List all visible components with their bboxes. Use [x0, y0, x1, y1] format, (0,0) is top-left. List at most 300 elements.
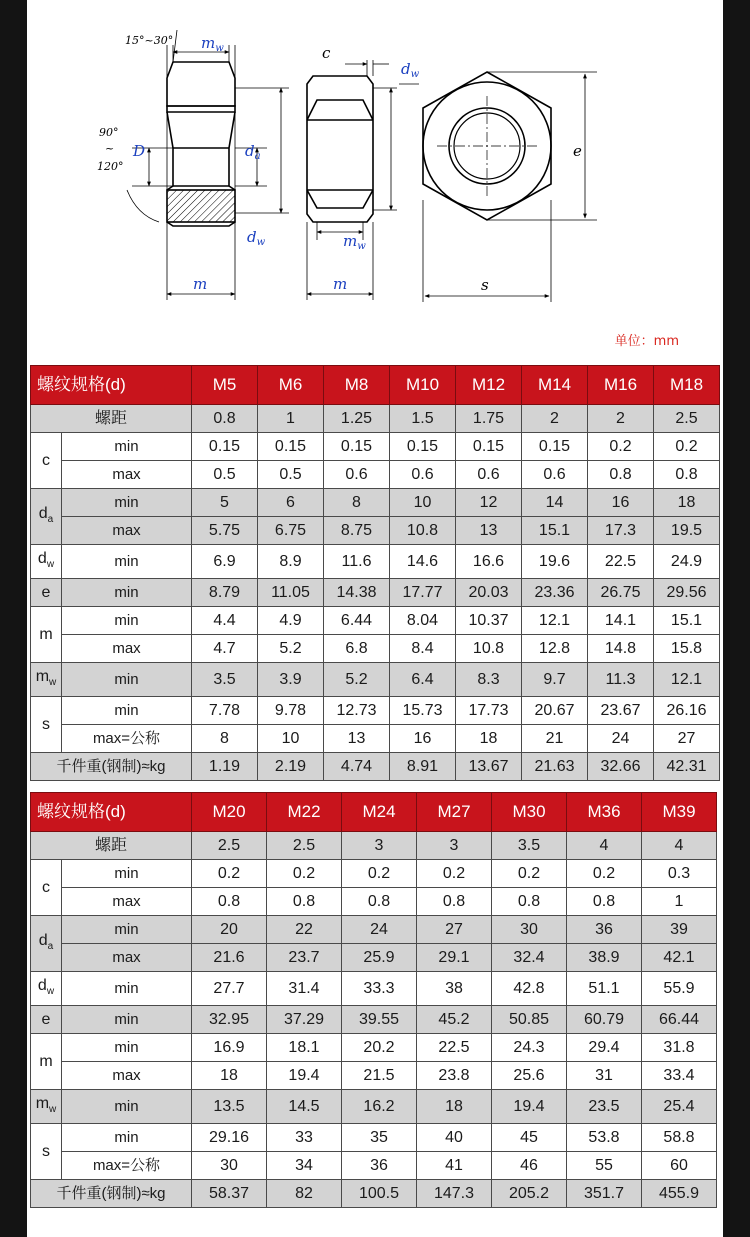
table-cell: 36	[567, 916, 642, 944]
e-min-row	[31, 1006, 717, 1034]
table-cell: 1.75	[456, 405, 522, 433]
table-cell: 20	[192, 916, 267, 944]
table-cell: 38	[417, 972, 492, 1006]
table-cell: 8	[324, 489, 390, 517]
m-left-label: m	[193, 275, 208, 293]
table-cell: 0.2	[192, 860, 267, 888]
table-cell: 23.5	[567, 1090, 642, 1124]
table-cell: 0.5	[192, 461, 258, 489]
min-label: min	[62, 433, 192, 461]
table-cell: 14	[522, 489, 588, 517]
table-cell: 1	[642, 888, 717, 916]
s-min-row	[31, 697, 720, 725]
table-cell: 6.75	[258, 517, 324, 545]
thread-spec-header: 螺纹规格(d)	[31, 366, 192, 405]
table-cell: 23.8	[417, 1062, 492, 1090]
da-min-row	[31, 916, 717, 944]
dw-min-row	[31, 972, 717, 1006]
table-cell: 21.63	[522, 753, 588, 781]
table-cell: 26.16	[654, 697, 720, 725]
s-label: s	[31, 1124, 62, 1180]
table-cell: 8.91	[390, 753, 456, 781]
table-cell: 16.2	[342, 1090, 417, 1124]
table-cell: 16	[390, 725, 456, 753]
min-label: min	[62, 1090, 192, 1124]
m-label: m	[31, 1034, 62, 1090]
m-max-row	[31, 1062, 717, 1090]
table-cell: 24.9	[654, 545, 720, 579]
pitch-label: 螺距	[31, 832, 192, 860]
size-header: M16	[588, 366, 654, 405]
table-cell: 31.4	[267, 972, 342, 1006]
weight-row	[31, 753, 720, 781]
angle-left-label-3: 120°	[97, 160, 124, 173]
table-cell: 100.5	[342, 1180, 417, 1208]
table-cell: 2	[588, 405, 654, 433]
table-cell: 27	[417, 916, 492, 944]
mw-min-row	[31, 1090, 717, 1124]
dw-left-label: $d_w$	[247, 228, 266, 248]
table-cell: 1.5	[390, 405, 456, 433]
da-max-row	[31, 944, 717, 972]
mw-label: $m_w$	[31, 663, 62, 697]
table-cell: 33.3	[342, 972, 417, 1006]
table-cell: 0.15	[456, 433, 522, 461]
s-label: s	[31, 697, 62, 753]
table-cell: 9.7	[522, 663, 588, 697]
table-cell: 18.1	[267, 1034, 342, 1062]
da-label: $d_a$	[31, 489, 62, 545]
table-cell: 4.74	[324, 753, 390, 781]
table-cell: 15.8	[654, 635, 720, 663]
table-cell: 0.8	[492, 888, 567, 916]
table-cell: 8.3	[456, 663, 522, 697]
size-header: M12	[456, 366, 522, 405]
c-max-row	[31, 888, 717, 916]
min-label: min	[62, 916, 192, 944]
table-cell: 1	[258, 405, 324, 433]
table-cell: 39	[642, 916, 717, 944]
c-label: c	[31, 433, 62, 489]
table-cell: 14.8	[588, 635, 654, 663]
spec-table-m5-m18	[30, 365, 720, 781]
table-cell: 29.1	[417, 944, 492, 972]
dw-min-row	[31, 545, 720, 579]
table-cell: 60	[642, 1152, 717, 1180]
table-cell: 9.78	[258, 697, 324, 725]
c-max-row	[31, 461, 720, 489]
max-nominal-label: max=公称	[62, 1152, 192, 1180]
table-cell: 25.6	[492, 1062, 567, 1090]
max-label: max	[62, 517, 192, 545]
table-cell: 24.3	[492, 1034, 567, 1062]
table-cell: 19.6	[522, 545, 588, 579]
m-label: m	[31, 607, 62, 663]
size-header: M5	[192, 366, 258, 405]
max-label: max	[62, 461, 192, 489]
table-cell: 30	[192, 1152, 267, 1180]
m-min-row	[31, 1034, 717, 1062]
table-cell: 0.8	[588, 461, 654, 489]
table-cell: 147.3	[417, 1180, 492, 1208]
max-label: max	[62, 888, 192, 916]
table-cell: 13.67	[456, 753, 522, 781]
unit-label: 单位：mm	[614, 334, 679, 349]
table-cell: 6.8	[324, 635, 390, 663]
table-cell: 58.8	[642, 1124, 717, 1152]
table-cell: 0.6	[390, 461, 456, 489]
table-cell: 14.38	[324, 579, 390, 607]
table-cell: 6.4	[390, 663, 456, 697]
table-cell: 2.19	[258, 753, 324, 781]
table-cell: 51.1	[567, 972, 642, 1006]
table-cell: 15.1	[654, 607, 720, 635]
min-label: min	[62, 607, 192, 635]
table-cell: 2	[522, 405, 588, 433]
table-cell: 21	[522, 725, 588, 753]
table-cell: 5.2	[324, 663, 390, 697]
table-cell: 20.67	[522, 697, 588, 725]
table-cell: 0.8	[417, 888, 492, 916]
table-cell: 0.6	[522, 461, 588, 489]
min-label: min	[62, 579, 192, 607]
table-cell: 8.75	[324, 517, 390, 545]
table-cell: 18	[654, 489, 720, 517]
table-cell: 55	[567, 1152, 642, 1180]
thread-spec-header: 螺纹规格(d)	[31, 793, 192, 832]
table-cell: 205.2	[492, 1180, 567, 1208]
s-min-row	[31, 1124, 717, 1152]
max-label: max	[62, 635, 192, 663]
table-cell: 37.29	[267, 1006, 342, 1034]
table-cell: 45.2	[417, 1006, 492, 1034]
table-cell: 12	[456, 489, 522, 517]
angle-left-label-2: ~	[105, 142, 115, 155]
table-cell: 46	[492, 1152, 567, 1180]
table-cell: 32.66	[588, 753, 654, 781]
weight-label: 千件重(钢制)≈kg	[31, 1180, 192, 1208]
mw-min-row	[31, 663, 720, 697]
table-cell: 8.04	[390, 607, 456, 635]
table-cell: 0.3	[642, 860, 717, 888]
min-label: min	[62, 1006, 192, 1034]
angle-top-label: 15°~30°	[125, 34, 174, 47]
dw-mid-label: $d_w$	[401, 60, 420, 80]
nut-side-view-middle	[307, 76, 373, 222]
table-cell: 34	[267, 1152, 342, 1180]
table-cell: 23.7	[267, 944, 342, 972]
table-cell: 24	[342, 916, 417, 944]
table-cell: 7.78	[192, 697, 258, 725]
table-cell: 40	[417, 1124, 492, 1152]
size-header: M36	[567, 793, 642, 832]
table-cell: 32.95	[192, 1006, 267, 1034]
table-cell: 0.6	[324, 461, 390, 489]
table-cell: 82	[267, 1180, 342, 1208]
s-label: s	[481, 276, 489, 294]
weight-row	[31, 1180, 717, 1208]
table-cell: 4	[567, 832, 642, 860]
table-cell: 4.7	[192, 635, 258, 663]
table-cell: 29.4	[567, 1034, 642, 1062]
table-cell: 29.16	[192, 1124, 267, 1152]
da-label: $d_a$	[31, 916, 62, 972]
table-cell: 1.19	[192, 753, 258, 781]
table-cell: 2.5	[267, 832, 342, 860]
hex-nut-technical-drawing	[27, 0, 723, 360]
angle-left-label-1: 90°	[99, 126, 119, 139]
e-label: e	[31, 1006, 62, 1034]
table-header-row	[31, 366, 720, 405]
size-header: M24	[342, 793, 417, 832]
table-cell: 13	[324, 725, 390, 753]
da-max-row	[31, 517, 720, 545]
table-cell: 31.8	[642, 1034, 717, 1062]
table-cell: 31	[567, 1062, 642, 1090]
table-cell: 8.79	[192, 579, 258, 607]
table-cell: 11.3	[588, 663, 654, 697]
table-cell: 36	[342, 1152, 417, 1180]
table-cell: 0.8	[192, 405, 258, 433]
table-cell: 6.44	[324, 607, 390, 635]
table-header-row	[31, 793, 717, 832]
table-cell: 0.15	[324, 433, 390, 461]
table-cell: 3	[342, 832, 417, 860]
table-cell: 15.73	[390, 697, 456, 725]
table-cell: 5.2	[258, 635, 324, 663]
m-max-row	[31, 635, 720, 663]
table-cell: 14.6	[390, 545, 456, 579]
table-cell: 351.7	[567, 1180, 642, 1208]
table-cell: 14.5	[267, 1090, 342, 1124]
table-cell: 20.2	[342, 1034, 417, 1062]
table-cell: 16.9	[192, 1034, 267, 1062]
table-cell: 4	[642, 832, 717, 860]
table-cell: 25.4	[642, 1090, 717, 1124]
table-cell: 12.1	[654, 663, 720, 697]
table-cell: 17.3	[588, 517, 654, 545]
mw-mid-label: $m_w$	[343, 232, 366, 252]
c-label: c	[322, 44, 331, 62]
table-cell: 1.25	[324, 405, 390, 433]
mw-label: $m_w$	[31, 1090, 62, 1124]
min-label: min	[62, 489, 192, 517]
e-min-row	[31, 579, 720, 607]
table-cell: 6	[258, 489, 324, 517]
table-cell: 3.5	[492, 832, 567, 860]
table-cell: 45	[492, 1124, 567, 1152]
table-cell: 10	[258, 725, 324, 753]
table-cell: 13	[456, 517, 522, 545]
table-cell: 53.8	[567, 1124, 642, 1152]
table-cell: 10	[390, 489, 456, 517]
pitch-row	[31, 832, 717, 860]
table-cell: 17.73	[456, 697, 522, 725]
table-cell: 0.8	[654, 461, 720, 489]
m-mid-label: m	[333, 275, 348, 293]
table-cell: 33.4	[642, 1062, 717, 1090]
table-cell: 17.77	[390, 579, 456, 607]
table-cell: 8	[192, 725, 258, 753]
table-cell: 0.2	[588, 433, 654, 461]
size-header: M39	[642, 793, 717, 832]
min-label: min	[62, 972, 192, 1006]
table-cell: 0.15	[192, 433, 258, 461]
table-cell: 6.9	[192, 545, 258, 579]
min-label: min	[62, 545, 192, 579]
table-cell: 24	[588, 725, 654, 753]
size-header: M14	[522, 366, 588, 405]
table-cell: 22.5	[588, 545, 654, 579]
table-cell: 35	[342, 1124, 417, 1152]
table-cell: 3.5	[192, 663, 258, 697]
table-cell: 22	[267, 916, 342, 944]
table-cell: 22.5	[417, 1034, 492, 1062]
size-header: M18	[654, 366, 720, 405]
table-cell: 27	[654, 725, 720, 753]
table-cell: 55.9	[642, 972, 717, 1006]
s-max-row	[31, 1152, 717, 1180]
table-cell: 4.9	[258, 607, 324, 635]
table-cell: 29.56	[654, 579, 720, 607]
table-cell: 38.9	[567, 944, 642, 972]
table-cell: 5.75	[192, 517, 258, 545]
table-cell: 14.1	[588, 607, 654, 635]
table-cell: 2.5	[192, 832, 267, 860]
table-cell: 2.5	[654, 405, 720, 433]
table-cell: 18	[192, 1062, 267, 1090]
table-cell: 42.8	[492, 972, 567, 1006]
table-cell: 19.4	[267, 1062, 342, 1090]
table-cell: 18	[417, 1090, 492, 1124]
table-cell: 15.1	[522, 517, 588, 545]
table-cell: 39.55	[342, 1006, 417, 1034]
table-cell: 12.73	[324, 697, 390, 725]
table-cell: 30	[492, 916, 567, 944]
max-nominal-label: max=公称	[62, 725, 192, 753]
table-cell: 41	[417, 1152, 492, 1180]
table-cell: 33	[267, 1124, 342, 1152]
spec-table-m20-m39	[30, 792, 717, 1208]
min-label: min	[62, 1034, 192, 1062]
table-cell: 21.5	[342, 1062, 417, 1090]
table-cell: 13.5	[192, 1090, 267, 1124]
da-label: $d_a$	[245, 142, 261, 162]
table-cell: 20.03	[456, 579, 522, 607]
table-cell: 19.4	[492, 1090, 567, 1124]
table-cell: 0.8	[192, 888, 267, 916]
size-header: M22	[267, 793, 342, 832]
weight-label: 千件重(钢制)≈kg	[31, 753, 192, 781]
spec-sheet	[27, 0, 723, 1237]
s-max-row	[31, 725, 720, 753]
da-min-row	[31, 489, 720, 517]
min-label: min	[62, 697, 192, 725]
c-min-row	[31, 433, 720, 461]
c-min-row	[31, 860, 717, 888]
table-cell: 16.6	[456, 545, 522, 579]
table-cell: 42.31	[654, 753, 720, 781]
table-cell: 23.67	[588, 697, 654, 725]
table-cell: 0.8	[342, 888, 417, 916]
table-cell: 58.37	[192, 1180, 267, 1208]
size-header: M10	[390, 366, 456, 405]
table-cell: 11.05	[258, 579, 324, 607]
table-cell: 12.8	[522, 635, 588, 663]
table-cell: 455.9	[642, 1180, 717, 1208]
table-cell: 4.4	[192, 607, 258, 635]
table-cell: 32.4	[492, 944, 567, 972]
table-cell: 0.15	[390, 433, 456, 461]
table-cell: 8.4	[390, 635, 456, 663]
D-label: D	[133, 142, 146, 160]
table-cell: 0.8	[267, 888, 342, 916]
table-cell: 10.8	[456, 635, 522, 663]
table-cell: 0.2	[492, 860, 567, 888]
table-cell: 10.8	[390, 517, 456, 545]
table-cell: 10.37	[456, 607, 522, 635]
dw-label: $d_w$	[31, 545, 62, 579]
e-label: e	[31, 579, 62, 607]
table-cell: 0.2	[417, 860, 492, 888]
table-cell: 0.15	[522, 433, 588, 461]
size-header: M6	[258, 366, 324, 405]
m-min-row	[31, 607, 720, 635]
c-label: c	[31, 860, 62, 916]
table-cell: 0.6	[456, 461, 522, 489]
table-cell: 0.2	[267, 860, 342, 888]
table-cell: 0.2	[654, 433, 720, 461]
table-cell: 42.1	[642, 944, 717, 972]
table-cell: 0.8	[567, 888, 642, 916]
size-header: M27	[417, 793, 492, 832]
min-label: min	[62, 860, 192, 888]
max-label: max	[62, 944, 192, 972]
table-cell: 66.44	[642, 1006, 717, 1034]
nut-side-view-left	[167, 62, 235, 226]
pitch-label: 螺距	[31, 405, 192, 433]
dw-label: $d_w$	[31, 972, 62, 1006]
size-header: M8	[324, 366, 390, 405]
table-cell: 50.85	[492, 1006, 567, 1034]
table-cell: 18	[456, 725, 522, 753]
table-cell: 23.36	[522, 579, 588, 607]
table-cell: 21.6	[192, 944, 267, 972]
min-label: min	[62, 663, 192, 697]
table-cell: 26.75	[588, 579, 654, 607]
min-label: min	[62, 1124, 192, 1152]
table-cell: 11.6	[324, 545, 390, 579]
table-cell: 0.5	[258, 461, 324, 489]
table-cell: 19.5	[654, 517, 720, 545]
table-cell: 0.2	[567, 860, 642, 888]
table-cell: 0.2	[342, 860, 417, 888]
table-cell: 5	[192, 489, 258, 517]
table-cell: 25.9	[342, 944, 417, 972]
table-cell: 0.15	[258, 433, 324, 461]
max-label: max	[62, 1062, 192, 1090]
size-header: M20	[192, 793, 267, 832]
table-cell: 27.7	[192, 972, 267, 1006]
table-cell: 60.79	[567, 1006, 642, 1034]
size-header: M30	[492, 793, 567, 832]
table-cell: 8.9	[258, 545, 324, 579]
e-label: e	[573, 142, 582, 160]
pitch-row	[31, 405, 720, 433]
table-cell: 16	[588, 489, 654, 517]
table-cell: 3	[417, 832, 492, 860]
table-cell: 12.1	[522, 607, 588, 635]
